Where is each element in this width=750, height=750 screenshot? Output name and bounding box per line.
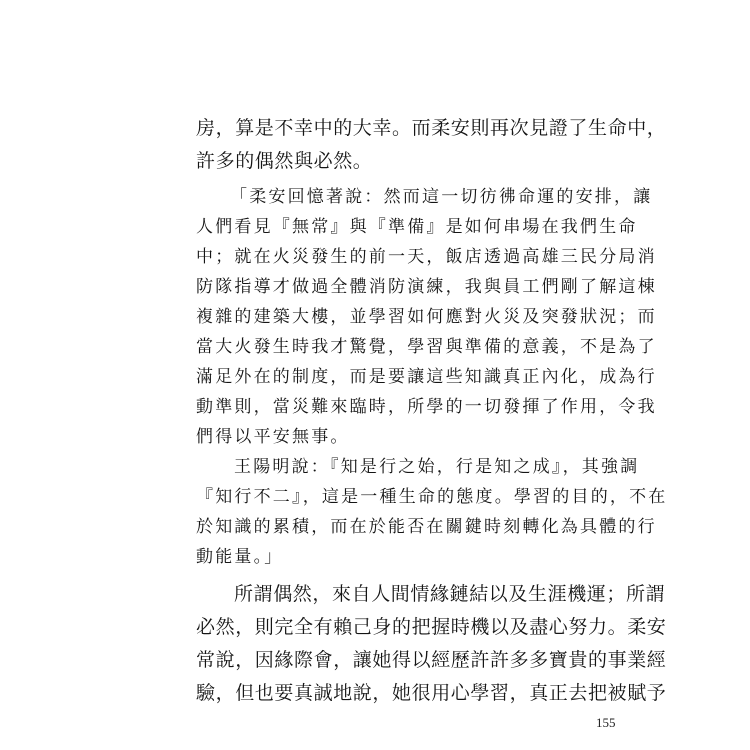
text-line: 許多的偶然與必然。 (196, 150, 373, 172)
page-number: 155 (596, 715, 616, 730)
paragraph-quote-2 (196, 452, 668, 572)
paragraph-narrative-1 (196, 112, 667, 178)
text-line: 必然，則完全有賴己身的把握時機以及盡心努力。柔安 (196, 616, 667, 638)
text-line: 中；就在火災發生的前一天，飯店透過高雄三民分局消 (196, 247, 657, 267)
text-line: 人們看見『無常』與『準備』是如何串場在我們生命 (196, 217, 638, 237)
text-line: 所謂偶然，來自人間情緣鏈結以及生涯機運；所謂 (234, 583, 666, 605)
text-line: 動能量。」 (196, 547, 284, 567)
text-line: 驗，但也要真誠地說，她很用心學習，真正去把被賦予 (196, 682, 667, 704)
text-line: 房，算是不幸中的大幸。而柔安則再次見證了生命中， (196, 117, 667, 139)
text-line: 「柔安回憶著說：然而這一切彷彿命運的安排，讓 (230, 187, 653, 207)
text-line: 們得以平安無事。 (196, 427, 350, 447)
paragraph-quote-1 (196, 182, 657, 452)
text-line: 常說，因緣際會，讓她得以經歷許許多多寶貴的事業經 (196, 649, 667, 671)
text-line: 於知識的累積，而在於能否在關鍵時刻轉化為具體的行 (196, 517, 657, 537)
text-line: 防隊指導才做過全體消防演練，我與員工們剛了解這棟 (196, 277, 657, 297)
text-line: 『知行不二』，這是一種生命的態度。學習的目的，不在 (196, 487, 668, 507)
text-line: 王陽明說：『知是行之始，行是知之成』，其強調 (234, 457, 640, 477)
text-line: 滿足外在的制度，而是要讓這些知識真正內化，成為行 (196, 367, 657, 387)
text-line: 當大火發生時我才驚覺，學習與準備的意義，不是為了 (196, 337, 657, 357)
text-line: 動準則，當災難來臨時，所學的一切發揮了作用，令我 (196, 397, 657, 417)
text-line: 複雜的建築大樓，並學習如何應對火災及突發狀況；而 (196, 307, 657, 327)
paragraph-narrative-2 (196, 578, 667, 710)
body-text (196, 112, 668, 710)
